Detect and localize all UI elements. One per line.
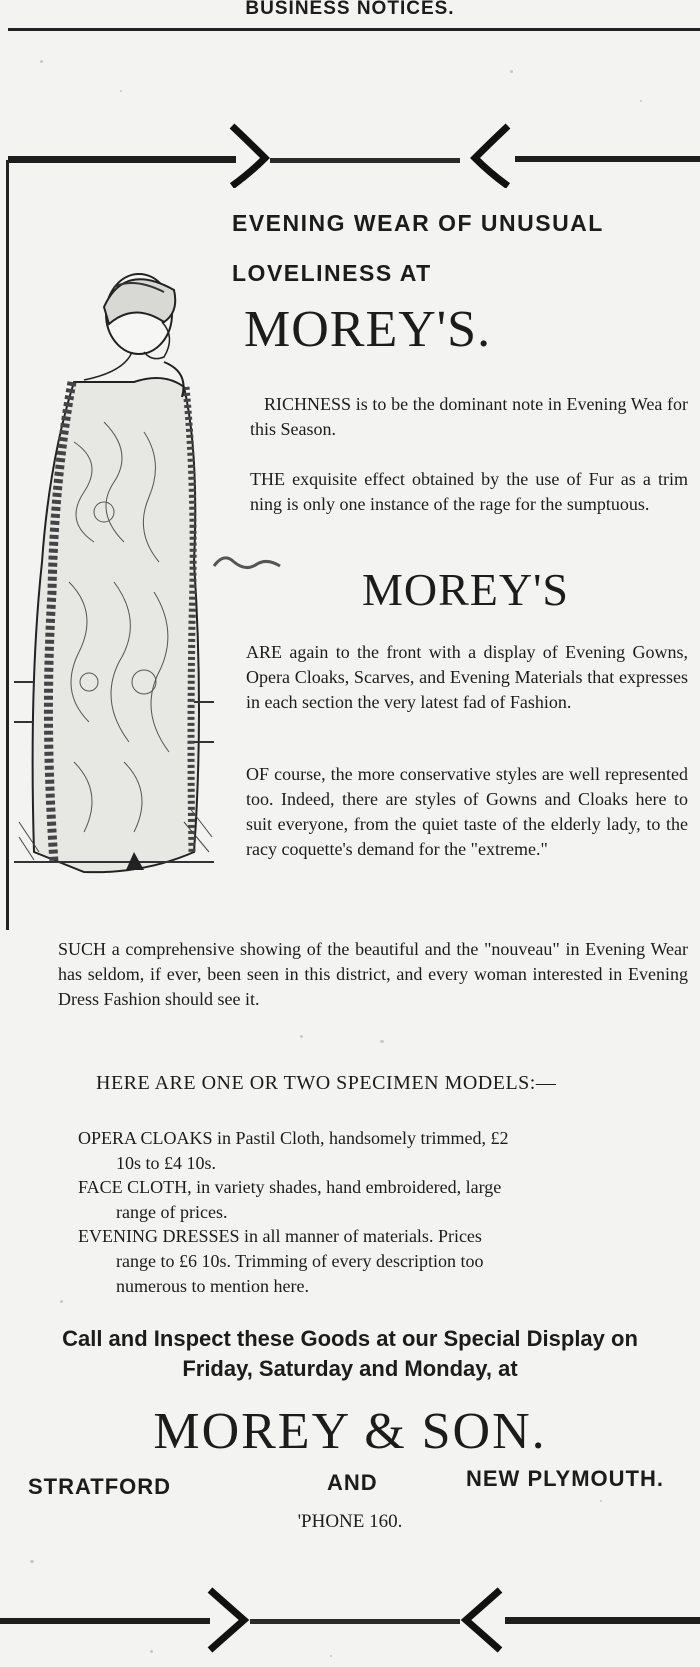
bottom-border-ornament [0,1586,700,1656]
location-stratford: STRATFORD [28,1474,172,1499]
specimen-item-line: FACE CLOTH, in variety shades, hand embroidered, large [78,1177,502,1197]
specimen-item-line: EVENING DRESSES in all manner of materials. Prices [78,1226,482,1246]
headline-line-2: LOVELINESS AT [232,260,432,286]
paragraph-again-to-front: ARE again to the front with a display of Evening Gowns, Opera Cloaks, Scarves, and Evening Materials that expresses in each section the very latest fad of Fashion. [246,642,688,712]
woman-evening-cloak-illustration [14,262,214,922]
section-title: BUSINESS NOTICES. [245,0,455,19]
brand-name-1: MOREY'S. [244,301,492,358]
headline-line-1: EVENING WEAR OF UNUSUAL [232,210,604,236]
call-to-action-line-1: Call and Inspect these Goods at our Special Display on [62,1326,638,1351]
paragraph-comprehensive-showing: SUCH a comprehensive showing of the beautiful and the "nouveau" in Evening Wear has seldom, if ever, been seen in this district, and every woman interested in Evening Dress Fashion should see it. [58,939,688,1009]
paragraph-exquisite-effect: THE exquisite effect obtained by the use of Fur as a trim ning is only one instance of the rage for the sumptuous. [250,469,688,514]
specimen-heading: HERE ARE ONE OR TWO SPECIMEN MODELS:— [96,1072,557,1094]
header-rule [8,28,700,31]
location-and: AND [327,1470,378,1495]
paragraph-conservative-styles: OF course, the more conservative styles are well represented too. Indeed, there are styles of Gowns and Cloaks here to suit everyone, from the quiet taste of the elderly lady, to the racy coquette's demand for the "extreme." [246,764,688,859]
location-new-plymouth: NEW PLYMOUTH. [466,1466,664,1491]
decorative-smudge [212,552,282,574]
specimen-item [78,1175,688,1225]
brand-name-2: MOREY'S [362,564,569,615]
specimen-item-line: OPERA CLOAKS in Pastil Cloth, handsomely trimmed, £2 [78,1128,509,1148]
specimen-item-continuation: 10s to £4 10s. [116,1153,217,1173]
specimen-item [78,1126,688,1176]
call-to-action-line-2: Friday, Saturday and Monday, at [182,1356,518,1381]
company-name: MOREY & SON. [153,1403,547,1460]
top-border-ornament [0,118,700,188]
specimen-item-continuation: range to £6 10s. Trimming of every description too [116,1251,484,1271]
specimen-item-continuation: range of prices. [116,1202,228,1222]
phone-number: 'PHONE 160. [297,1511,403,1532]
paragraph-richness: RICHNESS is to be the dominant note in Evening Wea for this Season. [250,394,688,439]
specimen-item-continuation: numerous to mention here. [116,1276,309,1296]
left-frame-rule [6,160,9,930]
specimen-item [78,1224,688,1299]
